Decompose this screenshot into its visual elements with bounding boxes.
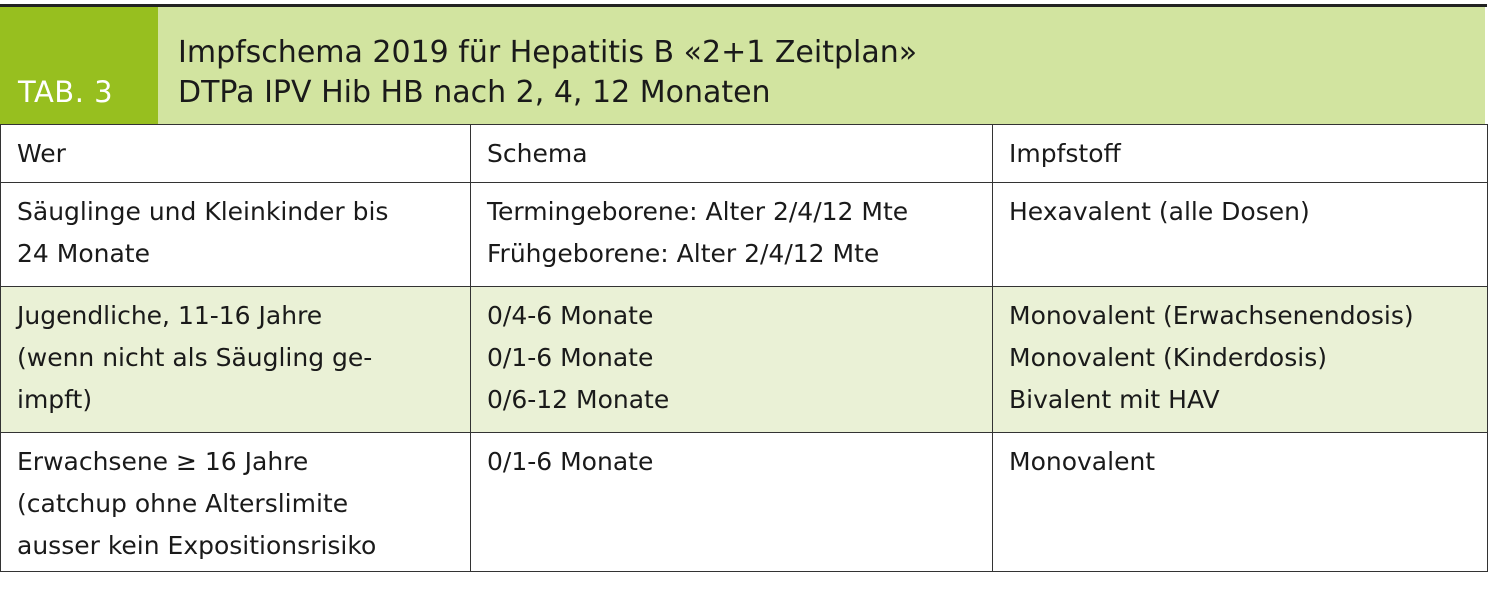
column-header-impfstoff: Impfstoff <box>993 125 1488 183</box>
cell-schema <box>471 287 993 433</box>
cell-text: ausser kein Expositionsrisiko <box>17 531 377 560</box>
cell-text: 24 Monate <box>17 239 150 268</box>
cell-text: 0/4-6 Monate <box>487 301 654 330</box>
cell-schema <box>471 433 993 572</box>
tab-label: TAB. 3 <box>18 75 114 109</box>
cell-wer <box>1 287 471 433</box>
title-line-2: DTPa IPV Hib HB nach 2, 4, 12 Monaten <box>178 75 771 110</box>
column-header-schema: Schema <box>471 125 993 183</box>
cell-text: (catchup ohne Alterslimite <box>17 489 349 518</box>
table-row <box>1 433 1488 572</box>
cell-text: 0/6-12 Monate <box>487 385 670 414</box>
cell-wer <box>1 433 471 572</box>
cell-text: Bivalent mit HAV <box>1009 385 1220 414</box>
cell-text: impft) <box>17 385 93 414</box>
cell-wer <box>1 183 471 287</box>
cell-text: Erwachsene ≥ 16 Jahre <box>17 447 309 476</box>
table-row <box>1 183 1488 287</box>
column-header-row <box>1 125 1488 183</box>
cell-text: Monovalent (Erwachsenendosis) <box>1009 301 1414 330</box>
cell-text: (wenn nicht als Säugling ge- <box>17 343 373 372</box>
cell-text: Frühgeborene: Alter 2/4/12 Mte <box>487 239 880 268</box>
cell-text: Termingeborene: Alter 2/4/12 Mte <box>487 197 909 226</box>
cell-impfstoff <box>993 433 1488 572</box>
cell-text: 0/1-6 Monate <box>487 447 654 476</box>
table-row <box>1 287 1488 433</box>
cell-text: Säuglinge und Kleinkinder bis <box>17 197 389 226</box>
table-header <box>0 4 1487 124</box>
cell-text: Hexavalent (alle Dosen) <box>1009 197 1310 226</box>
cell-text: Monovalent <box>1009 447 1156 476</box>
cell-text: Monovalent (Kinderdosis) <box>1009 343 1327 372</box>
title-line-1: Impfschema 2019 für Hepatitis B «2+1 Zeitplan» <box>178 35 918 70</box>
tab-badge <box>0 7 158 124</box>
cell-impfstoff <box>993 183 1488 287</box>
cell-text: Jugendliche, 11-16 Jahre <box>17 301 323 330</box>
cell-schema <box>471 183 993 287</box>
cell-impfstoff <box>993 287 1488 433</box>
column-header-wer: Wer <box>1 125 471 183</box>
cell-text: 0/1-6 Monate <box>487 343 654 372</box>
title-box <box>158 7 1485 124</box>
table-figure <box>0 4 1487 571</box>
vaccination-table <box>0 124 1488 572</box>
